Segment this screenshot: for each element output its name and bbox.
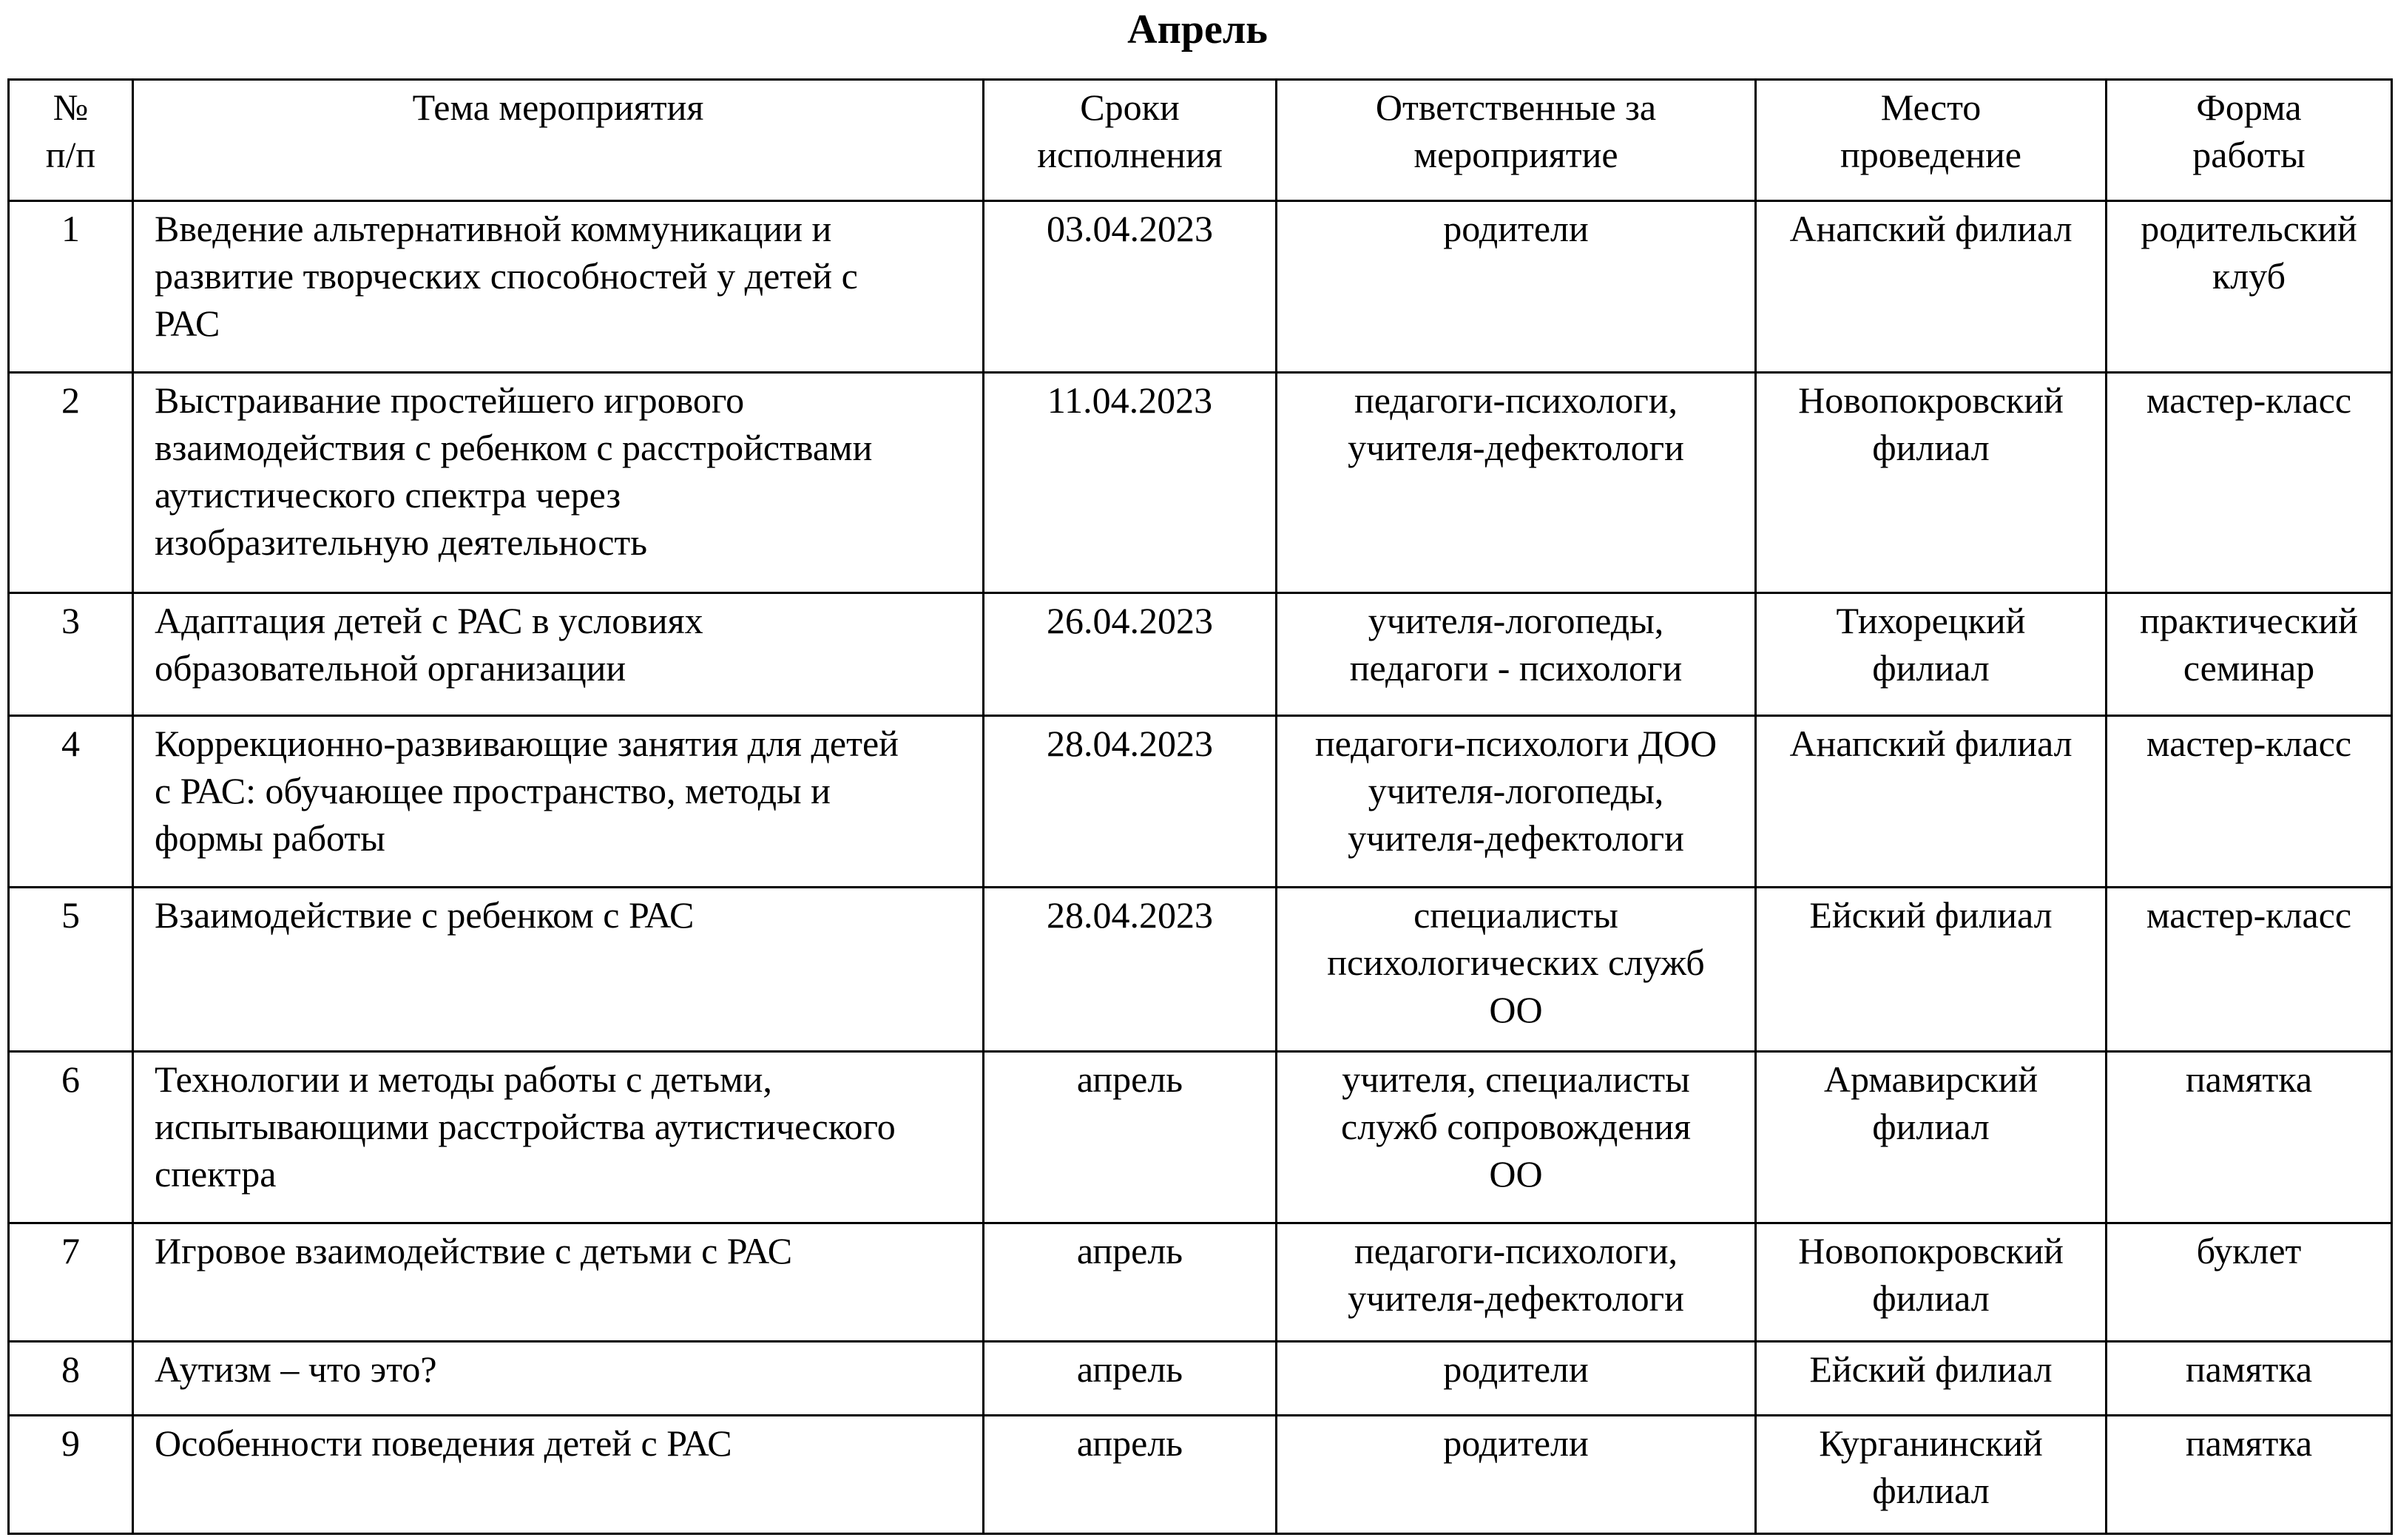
cell-date: 11.04.2023 [984,373,1277,593]
header-responsible: Ответственные за мероприятие [1277,80,1756,201]
cell-responsible: учителя-логопеды, педагоги - психологи [1277,593,1756,716]
cell-form: памятка [2107,1416,2392,1534]
cell-form: памятка [2107,1052,2392,1223]
table-row [9,373,2392,593]
cell-num: 3 [9,593,133,716]
cell-place: Анапский филиал [1756,201,2107,373]
table-row [9,201,2392,373]
cell-topic: Особенности поведения детей с РАС [133,1416,984,1534]
cell-num: 8 [9,1342,133,1416]
cell-responsible: специалисты психологических служб ОО [1277,888,1756,1052]
cell-place: Курганинский филиал [1756,1416,2107,1534]
cell-topic: Технологии и методы работы с детьми, испытывающими расстройства аутистического спектра [133,1052,984,1223]
table-row [9,1223,2392,1342]
cell-num: 4 [9,716,133,888]
cell-topic: Коррекционно-развивающие занятия для детей с РАС: обучающее пространство, методы и формы работы [133,716,984,888]
cell-num: 7 [9,1223,133,1342]
cell-topic: Выстраивание простейшего игрового взаимодействия с ребенком с расстройствами аутистического спектра через изобразительную деятельность [133,373,984,593]
events-table [7,78,2393,1535]
cell-form: родительский клуб [2107,201,2392,373]
cell-place: Анапский филиал [1756,716,2107,888]
cell-place: Новопокровский филиал [1756,373,2107,593]
page-title: Апрель [1127,7,1268,53]
cell-num: 5 [9,888,133,1052]
cell-form: мастер-класс [2107,716,2392,888]
table-row [9,716,2392,888]
table-header-row [9,80,2392,201]
table-row [9,1416,2392,1534]
header-topic: Тема мероприятия [133,80,984,201]
cell-responsible: педагоги-психологи, учителя-дефектологи [1277,1223,1756,1342]
cell-form: мастер-класс [2107,888,2392,1052]
cell-topic: Взаимодействие с ребенком с РАС [133,888,984,1052]
cell-responsible: родители [1277,201,1756,373]
cell-place: Армавирский филиал [1756,1052,2107,1223]
table-row [9,593,2392,716]
cell-place: Ейский филиал [1756,888,2107,1052]
cell-num: 1 [9,201,133,373]
cell-responsible: педагоги-психологи ДОО учителя-логопеды, учителя-дефектологи [1277,716,1756,888]
cell-form: буклет [2107,1223,2392,1342]
cell-responsible: педагоги-психологи, учителя-дефектологи [1277,373,1756,593]
cell-topic: Игровое взаимодействие с детьми с РАС [133,1223,984,1342]
cell-num: 2 [9,373,133,593]
cell-topic: Адаптация детей с РАС в условиях образовательной организации [133,593,984,716]
cell-form: памятка [2107,1342,2392,1416]
cell-topic: Аутизм – что это? [133,1342,984,1416]
cell-responsible: учителя, специалисты служб сопровождения ОО [1277,1052,1756,1223]
cell-date: 03.04.2023 [984,201,1277,373]
cell-date: апрель [984,1223,1277,1342]
cell-form: практический семинар [2107,593,2392,716]
cell-num: 6 [9,1052,133,1223]
header-place: Место проведение [1756,80,2107,201]
cell-form: мастер-класс [2107,373,2392,593]
table-row [9,1052,2392,1223]
header-date: Сроки исполнения [984,80,1277,201]
cell-responsible: родители [1277,1342,1756,1416]
header-num: № п/п [9,80,133,201]
cell-num: 9 [9,1416,133,1534]
cell-place: Ейский филиал [1756,1342,2107,1416]
cell-date: апрель [984,1416,1277,1534]
cell-responsible: родители [1277,1416,1756,1534]
cell-date: апрель [984,1052,1277,1223]
cell-date: 28.04.2023 [984,716,1277,888]
cell-date: 26.04.2023 [984,593,1277,716]
cell-topic: Введение альтернативной коммуникации и развитие творческих способностей у детей с РАС [133,201,984,373]
table-row [9,888,2392,1052]
header-form: Форма работы [2107,80,2392,201]
cell-place: Тихорецкий филиал [1756,593,2107,716]
table-row [9,1342,2392,1416]
cell-date: апрель [984,1342,1277,1416]
cell-date: 28.04.2023 [984,888,1277,1052]
cell-place: Новопокровский филиал [1756,1223,2107,1342]
